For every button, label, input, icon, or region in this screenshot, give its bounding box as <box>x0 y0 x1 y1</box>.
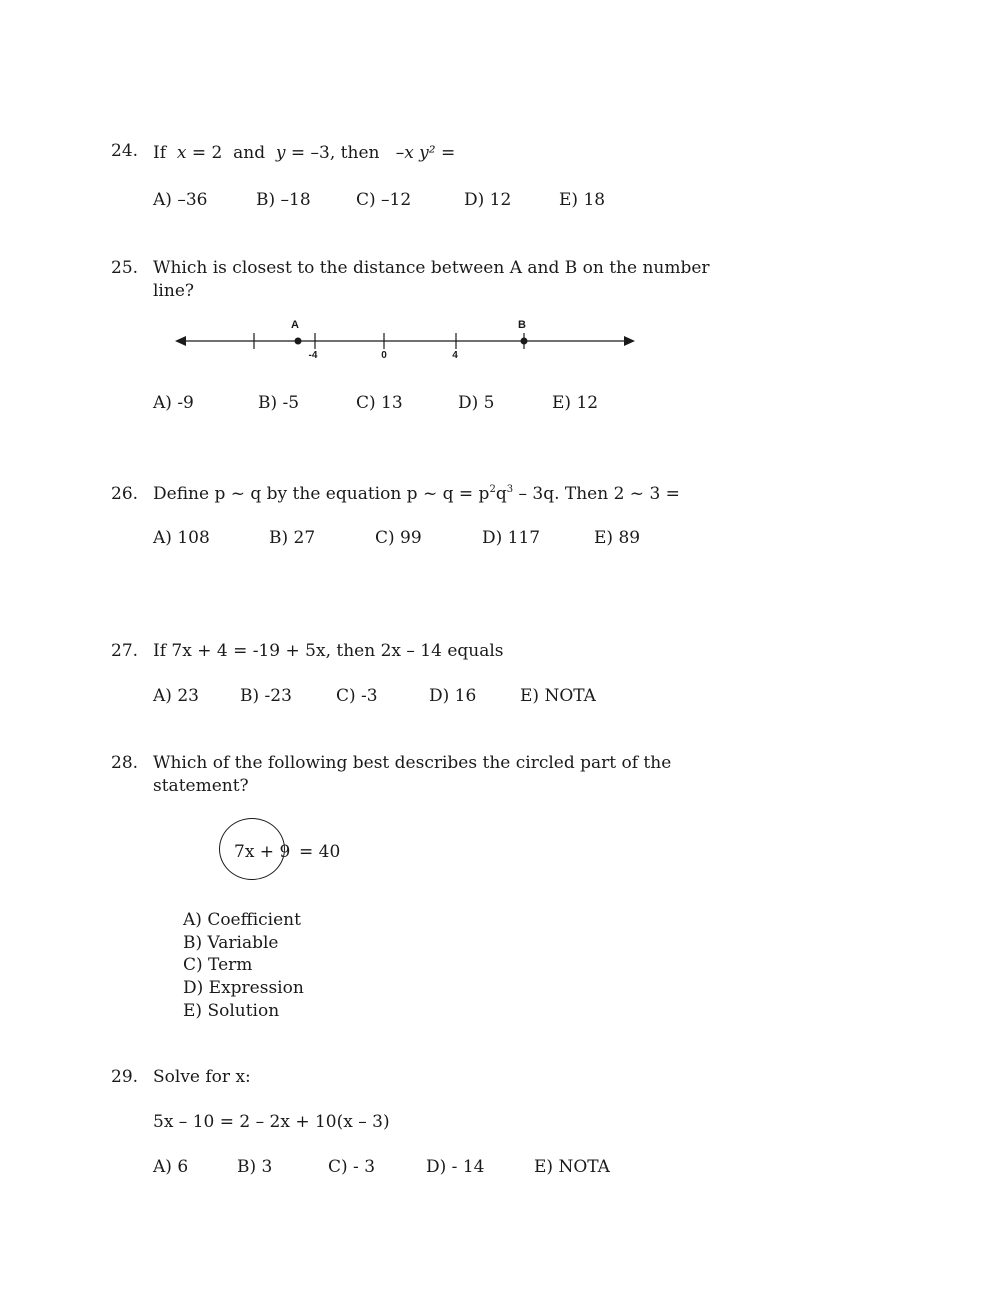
point-a-dot <box>295 338 302 345</box>
q26-stem-part2: – 3q. Then 2 ~ 3 = <box>513 484 680 504</box>
q27-choice-a[interactable]: A) 23 <box>153 686 199 706</box>
q25-choice-a[interactable]: A) -9 <box>153 393 194 413</box>
q24-choice-c[interactable]: C) –12 <box>356 190 412 210</box>
q29-choice-b[interactable]: B) 3 <box>237 1157 273 1177</box>
q27-stem: If 7x + 4 = -19 + 5x, then 2x – 14 equals <box>153 641 504 661</box>
question-26-number: 26. <box>111 484 139 504</box>
q29-choice-c[interactable]: C) - 3 <box>328 1157 376 1177</box>
question-24-number: 24. <box>111 141 139 161</box>
q26-choice-d[interactable]: D) 117 <box>482 528 541 548</box>
q28-choice-a[interactable]: A) Coefficient <box>183 910 301 930</box>
q26-stem-part1: Define p ~ q by the equation p ~ q = p <box>153 484 490 504</box>
q24-choice-a[interactable]: A) –36 <box>153 190 208 210</box>
question-24-stem <box>153 145 455 162</box>
q25-choice-d[interactable]: D) 5 <box>458 393 495 413</box>
q28-stem-line1: Which of the following best describes the circled part of the <box>153 753 672 773</box>
tick-label: 4 <box>452 350 458 361</box>
q26-exp-p: 2 <box>489 484 496 495</box>
q25-choice-e[interactable]: E) 12 <box>552 393 599 413</box>
q25-stem-line1: Which is closest to the distance between A and B on the number <box>153 258 710 278</box>
point-b-dot <box>521 338 528 345</box>
q27-choice-e[interactable]: E) NOTA <box>520 686 596 706</box>
q25-stem-line2: line? <box>153 281 194 301</box>
point-a-label: A <box>291 319 299 331</box>
point-b-label: B <box>518 319 526 331</box>
q27-choice-c[interactable]: C) -3 <box>336 686 378 706</box>
q26-choice-e[interactable]: E) 89 <box>594 528 641 548</box>
q28-choice-b[interactable]: B) Variable <box>183 933 279 953</box>
q28-choice-e[interactable]: E) Solution <box>183 1001 280 1021</box>
q26-stem-mid: q <box>495 484 507 504</box>
q29-stem: Solve for x: <box>153 1067 251 1087</box>
q25-choice-b[interactable]: B) -5 <box>258 393 300 413</box>
q29-choice-e[interactable]: E) NOTA <box>534 1157 610 1177</box>
q28-equation-rest: = 40 <box>299 842 341 862</box>
q24-and: and <box>233 143 266 163</box>
q24-eq-x: = 2 <box>191 143 223 163</box>
q26-exp-q: 3 <box>506 484 514 495</box>
q26-stem <box>153 486 680 503</box>
q27-choice-b[interactable]: B) -23 <box>240 686 292 706</box>
q24-eq-y: = –3, then <box>290 143 380 163</box>
question-28-number: 28. <box>111 753 139 773</box>
q29-equation: 5x – 10 = 2 – 2x + 10(x – 3) <box>153 1112 390 1132</box>
q24-choice-d[interactable]: D) 12 <box>464 190 512 210</box>
left-arrow-icon <box>175 336 186 346</box>
question-29-number: 29. <box>111 1067 139 1087</box>
q24-var-x: x <box>176 143 187 163</box>
q26-choice-a[interactable]: A) 108 <box>153 528 210 548</box>
q24-expression: –x y² = <box>395 143 456 163</box>
q29-choice-d[interactable]: D) - 14 <box>426 1157 485 1177</box>
q24-if: If <box>153 143 167 163</box>
q24-var-y: y <box>275 143 286 163</box>
q28-stem-line2: statement? <box>153 776 249 796</box>
q27-choice-d[interactable]: D) 16 <box>429 686 477 706</box>
tick-label: 0 <box>381 350 387 361</box>
q29-choice-a[interactable]: A) 6 <box>153 1157 189 1177</box>
number-line <box>170 312 640 364</box>
q25-choice-c[interactable]: C) 13 <box>356 393 403 413</box>
question-27-number: 27. <box>111 641 139 661</box>
q28-choice-c[interactable]: C) Term <box>183 955 253 975</box>
q26-choice-b[interactable]: B) 27 <box>269 528 316 548</box>
q24-choice-e[interactable]: E) 18 <box>559 190 606 210</box>
right-arrow-icon <box>624 336 635 346</box>
tick-label: -4 <box>308 350 318 361</box>
q24-choice-b[interactable]: B) –18 <box>256 190 311 210</box>
q28-circled-expression: 7x + 9 <box>234 842 291 862</box>
q28-choice-d[interactable]: D) Expression <box>183 978 304 998</box>
question-25-number: 25. <box>111 258 139 278</box>
q26-choice-c[interactable]: C) 99 <box>375 528 422 548</box>
